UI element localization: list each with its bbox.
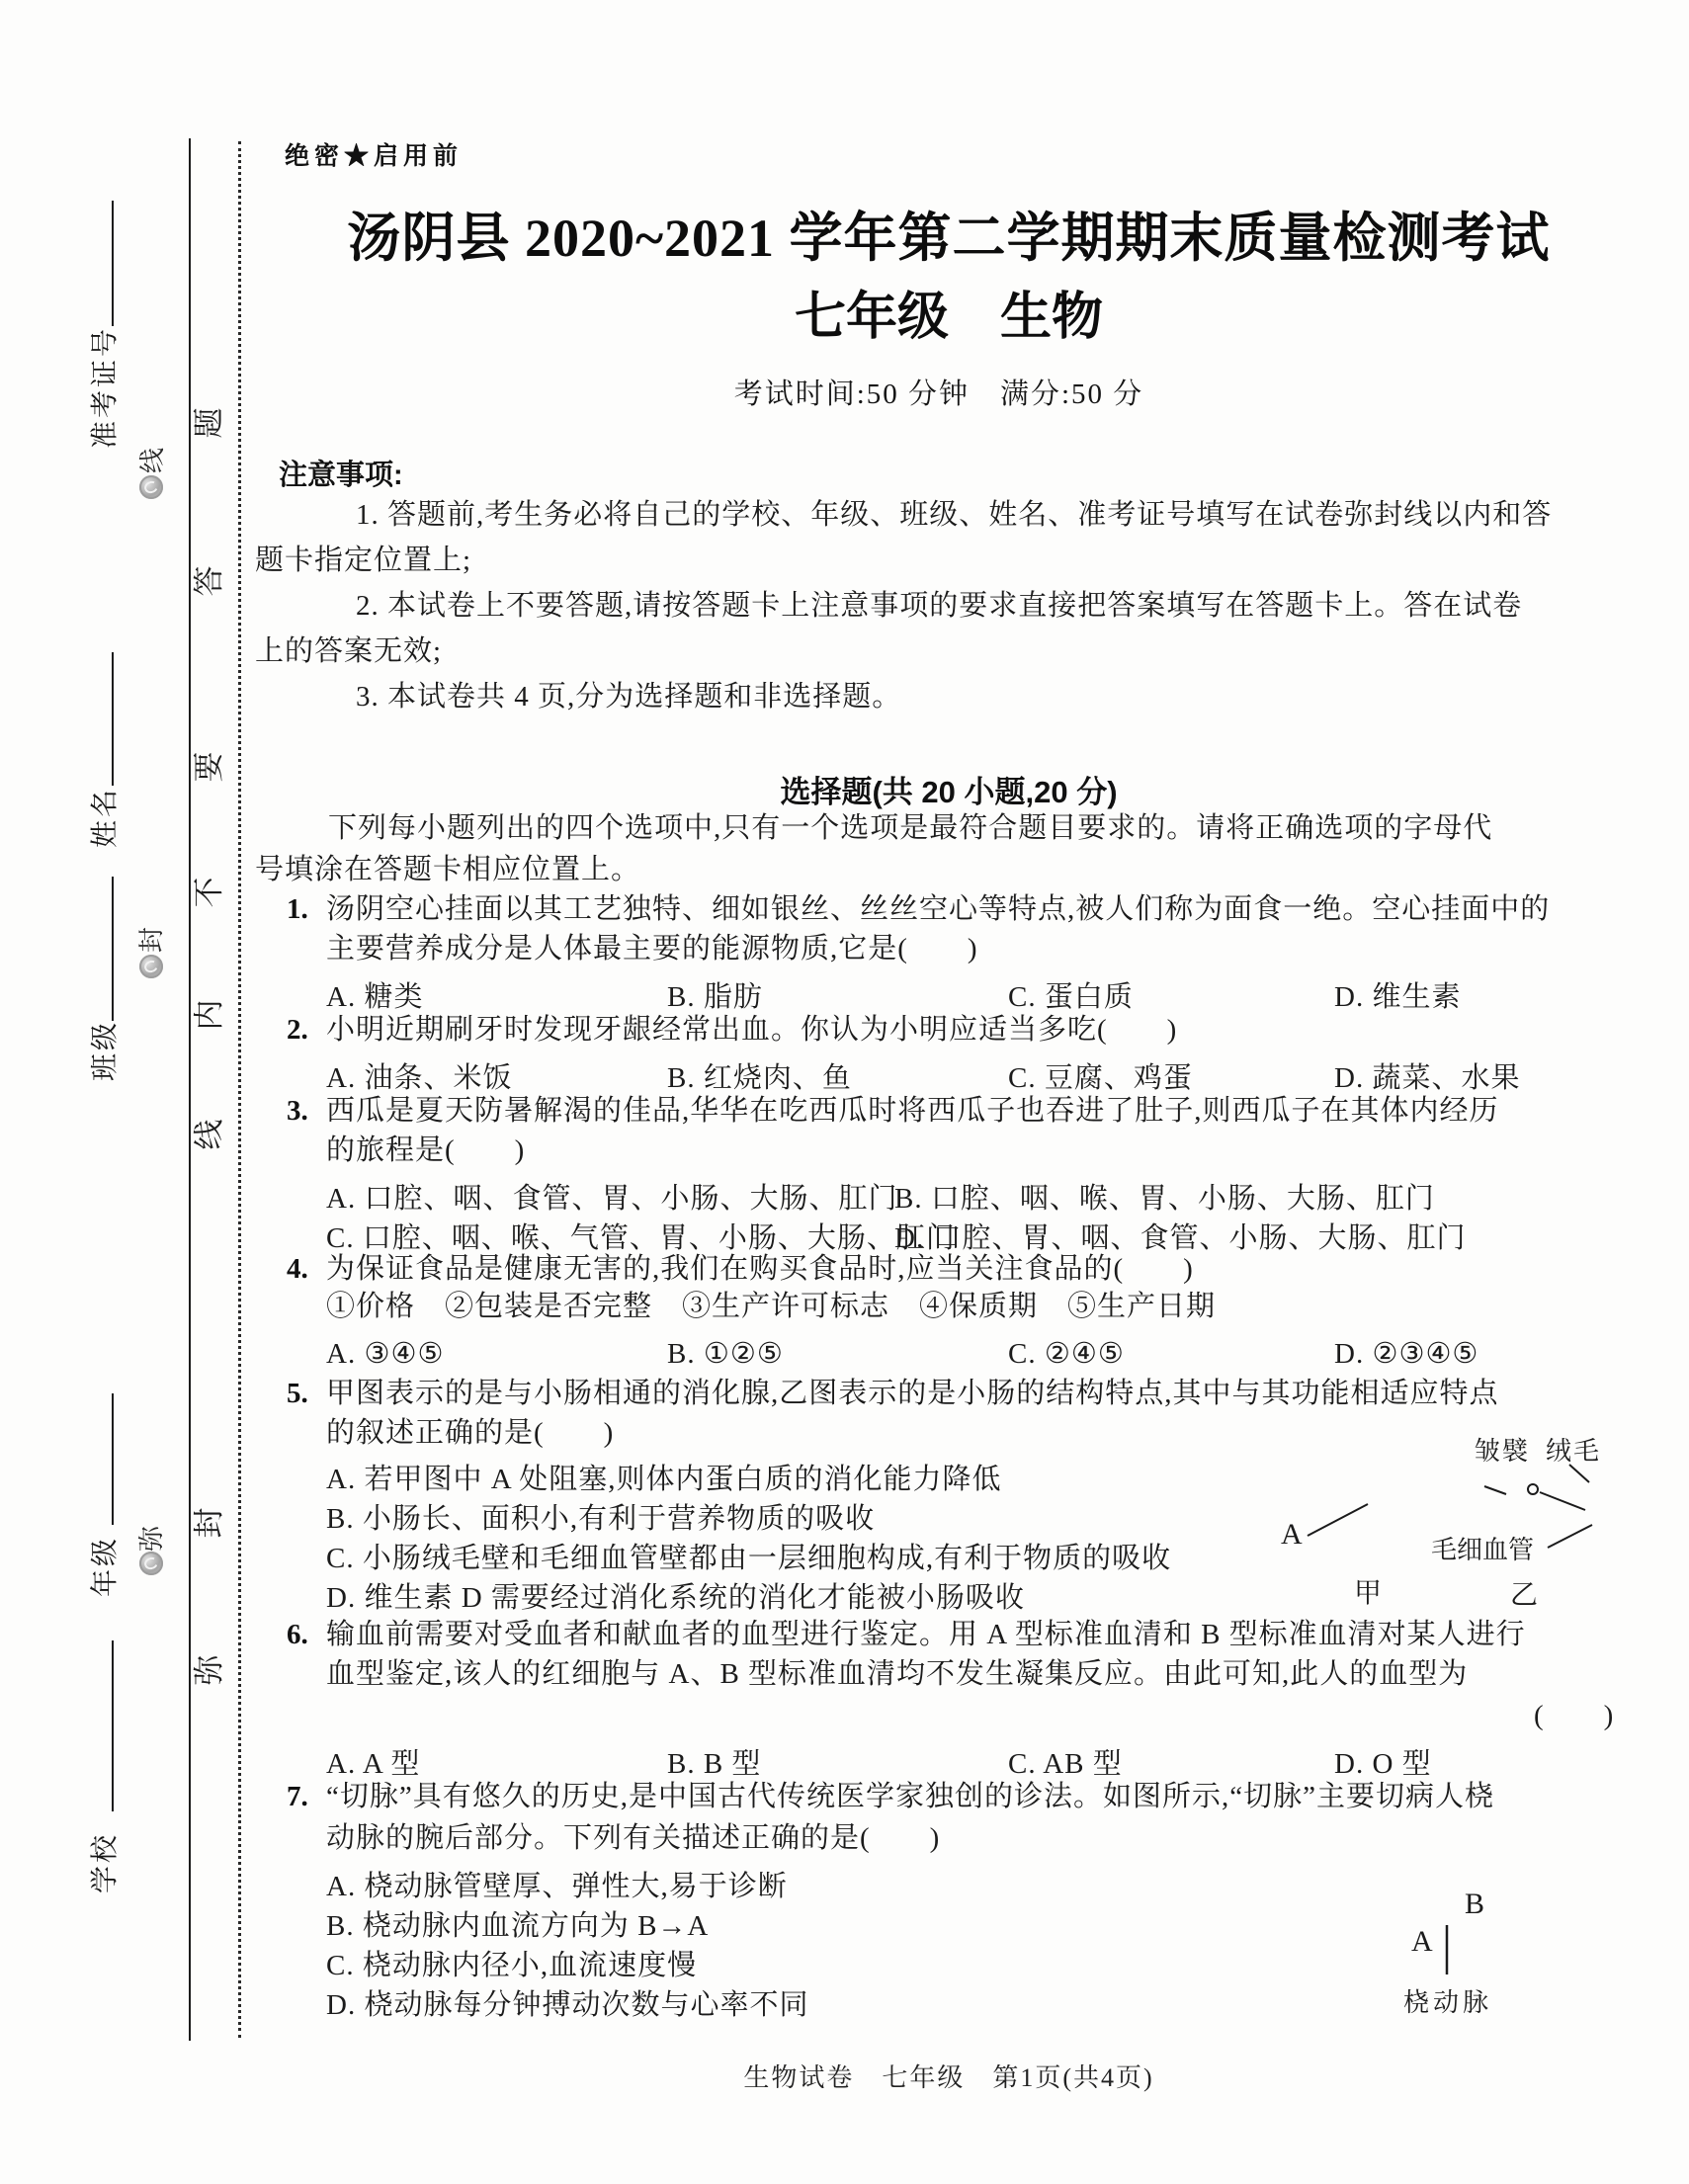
seal-stamp-char-mi: 弥	[137, 1526, 166, 1553]
q7-figure-label-a: A	[1411, 1925, 1433, 1958]
question-line: 为保证食品是健康无害的,我们在购买食品时,应当关注食品的( )	[326, 1253, 1194, 1285]
option-item: B. 脂肪	[667, 981, 763, 1013]
option-item: D. 维生素 D 需要经过消化系统的消化才能被小肠吸收	[326, 1582, 1025, 1614]
question-number: 1.	[287, 893, 308, 925]
question-line: 血型鉴定,该人的红细胞与 A、B 型标准血清均不发生凝集反应。由此可知,此人的血型为	[326, 1658, 1469, 1690]
option-item: C. 豆腐、鸡蛋	[1008, 1062, 1193, 1094]
q5-figure-label-rongmao: 绒毛	[1546, 1437, 1602, 1466]
q7-figure-label-b: B	[1465, 1888, 1485, 1920]
seal-field-label-xuexiao: 学校	[90, 1831, 121, 1893]
option-item: D. ②③④⑤	[1334, 1338, 1479, 1370]
question-line: “切脉”具有悠久的历史,是中国古代传统医学家独创的诊法。如图所示,“切脉”主要切病人桡	[326, 1781, 1494, 1812]
seal-stamp-char-feng: 封	[137, 927, 166, 954]
question-line: 甲图表示的是与小肠相通的消化腺,乙图表示的是小肠的结构特点,其中与其功能相适应特点	[326, 1378, 1499, 1409]
exam-subtitle: 七年级 生物	[794, 290, 1103, 346]
option-item: B. B 型	[667, 1748, 762, 1780]
section-intro-line: 下列每小题列出的四个选项中,只有一个选项是最符合题目要求的。请将正确选项的字母代	[328, 812, 1493, 844]
option-item: B. 小肠长、面积小,有利于营养物质的吸收	[326, 1503, 876, 1535]
option-item: D. 维生素	[1334, 981, 1462, 1013]
exam-info: 考试时间:50 分钟 满分:50 分	[733, 378, 1144, 410]
option-item: C. 口腔、咽、喉、气管、胃、小肠、大肠、肛门	[326, 1222, 956, 1254]
section-heading: 选择题(共 20 小题,20 分)	[780, 775, 1118, 809]
question-line: 动脉的腕后部分。下列有关描述正确的是( )	[326, 1822, 941, 1854]
option-item: C. 桡动脉内径小,血流速度慢	[326, 1950, 698, 1981]
seal-field-label-banji: 班级	[90, 1019, 121, 1081]
option-item: C. ②④⑤	[1008, 1338, 1125, 1370]
seal-stamp-char-xian: 线	[138, 448, 167, 474]
exam-title: 汤阴县 2020~2021 学年第二学期期末质量检测考试	[347, 209, 1551, 268]
q7-figure-label-raodongmai: 桡动脉	[1403, 1988, 1493, 2017]
question-line: 小明近期刷牙时发现牙龈经常出血。你认为小明应适当多吃( )	[326, 1014, 1178, 1046]
seal-field-label-zhunkaozhenghao: 准考证号	[90, 325, 121, 449]
option-item: D. O 型	[1334, 1748, 1432, 1780]
option-item: D. 桡动脉每分钟搏动次数与心率不同	[326, 1989, 809, 2021]
question-line: 的叙述正确的是( )	[326, 1417, 615, 1449]
q5-figure-label-jia: 甲	[1354, 1578, 1383, 1609]
seal-warning-char: 不	[192, 877, 226, 908]
notice-line: 题卡指定位置上;	[255, 545, 472, 576]
option-item: A. 油条、米饭	[326, 1062, 513, 1094]
footer-page-info: 生物试卷 七年级 第1页(共4页)	[743, 2063, 1154, 2092]
option-item: A. 糖类	[326, 981, 424, 1013]
seal-warning-char: 封	[192, 1507, 226, 1539]
option-item: B. 红烧肉、鱼	[667, 1062, 852, 1094]
question-line: ①价格 ②包装是否完整 ③生产许可标志 ④保质期 ⑤生产日期	[326, 1291, 1217, 1322]
seal-warning-char: 要	[192, 751, 226, 783]
question-number: 2.	[287, 1014, 308, 1046]
option-item: A. 桡动脉管壁厚、弹性大,易于诊断	[326, 1871, 788, 1902]
q5-figure-label-a: A	[1281, 1518, 1303, 1551]
notice-line: 上的答案无效;	[255, 635, 443, 667]
option-item: A. ③④⑤	[326, 1338, 445, 1370]
notice-line: 3. 本试卷共 4 页,分为选择题和非选择题。	[356, 681, 902, 713]
seal-warning-char: 题	[192, 407, 226, 439]
question-number: 7.	[287, 1781, 308, 1812]
seal-warning-char: 内	[192, 999, 226, 1031]
seal-warning-char: 答	[192, 565, 226, 597]
answer-blank: ( )	[1534, 1700, 1615, 1731]
question-number: 5.	[287, 1378, 308, 1409]
q5-figure-label-zhoubi: 皱襞	[1475, 1437, 1531, 1466]
option-item: C. 蛋白质	[1008, 981, 1134, 1013]
seal-warning-char: 线	[192, 1119, 226, 1150]
question-line: 输血前需要对受血者和献血者的血型进行鉴定。用 A 型标准血清和 B 型标准血清对某人进行	[326, 1619, 1526, 1650]
question-line: 西瓜是夏天防暑解渴的佳品,华华在吃西瓜时将西瓜子也吞进了肚子,则西瓜子在其体内经历	[326, 1095, 1499, 1127]
q5-figure-label-yi: 乙	[1510, 1580, 1539, 1611]
section-intro-line: 号填涂在答题卡相应位置上。	[255, 854, 641, 885]
seal-field-label-xingming: 姓名	[90, 786, 121, 848]
notice-line: 2. 本试卷上不要答题,请按答题卡上注意事项的要求直接把答案填写在答题卡上。答在试卷	[356, 590, 1523, 622]
option-item: A. 若甲图中 A 处阻塞,则体内蛋白质的消化能力降低	[326, 1464, 1002, 1495]
option-item: C. 小肠绒毛壁和毛细血管壁都由一层细胞构成,有利于物质的吸收	[326, 1543, 1172, 1574]
option-item: D. 蔬菜、水果	[1334, 1062, 1521, 1094]
option-item: C. AB 型	[1008, 1748, 1123, 1780]
question-line: 主要营养成分是人体最主要的能源物质,它是( )	[326, 933, 978, 965]
seal-field-label-nianji: 年级	[90, 1535, 121, 1597]
q5-figure-label-maoxixueguan: 毛细血管	[1431, 1536, 1535, 1564]
option-item: A. A 型	[326, 1748, 421, 1780]
question-number: 6.	[287, 1619, 308, 1650]
option-item: A. 口腔、咽、食管、胃、小肠、大肠、肛门	[326, 1183, 898, 1215]
security-banner: 绝密★启用前	[285, 142, 464, 170]
option-item: B. 桡动脉内血流方向为 B→A	[326, 1910, 710, 1942]
question-line: 汤阴空心挂面以其工艺独特、细如银丝、丝丝空心等特点,被人们称为面食一绝。空心挂面中的	[326, 893, 1551, 925]
question-line: 的旅程是( )	[326, 1134, 526, 1166]
question-number: 3.	[287, 1095, 308, 1127]
question-number: 4.	[287, 1253, 308, 1285]
option-item: D. 口腔、胃、咽、食管、小肠、大肠、肛门	[894, 1222, 1467, 1254]
option-item: B. 口腔、咽、喉、胃、小肠、大肠、肛门	[894, 1183, 1435, 1215]
notice-heading: 注意事项:	[279, 460, 403, 491]
option-item: B. ①②⑤	[667, 1338, 784, 1370]
seal-warning-char: 弥	[192, 1654, 226, 1686]
notice-line: 1. 答题前,考生务必将自己的学校、年级、班级、姓名、准考证号填写在试卷弥封线以内和答	[356, 499, 1553, 531]
